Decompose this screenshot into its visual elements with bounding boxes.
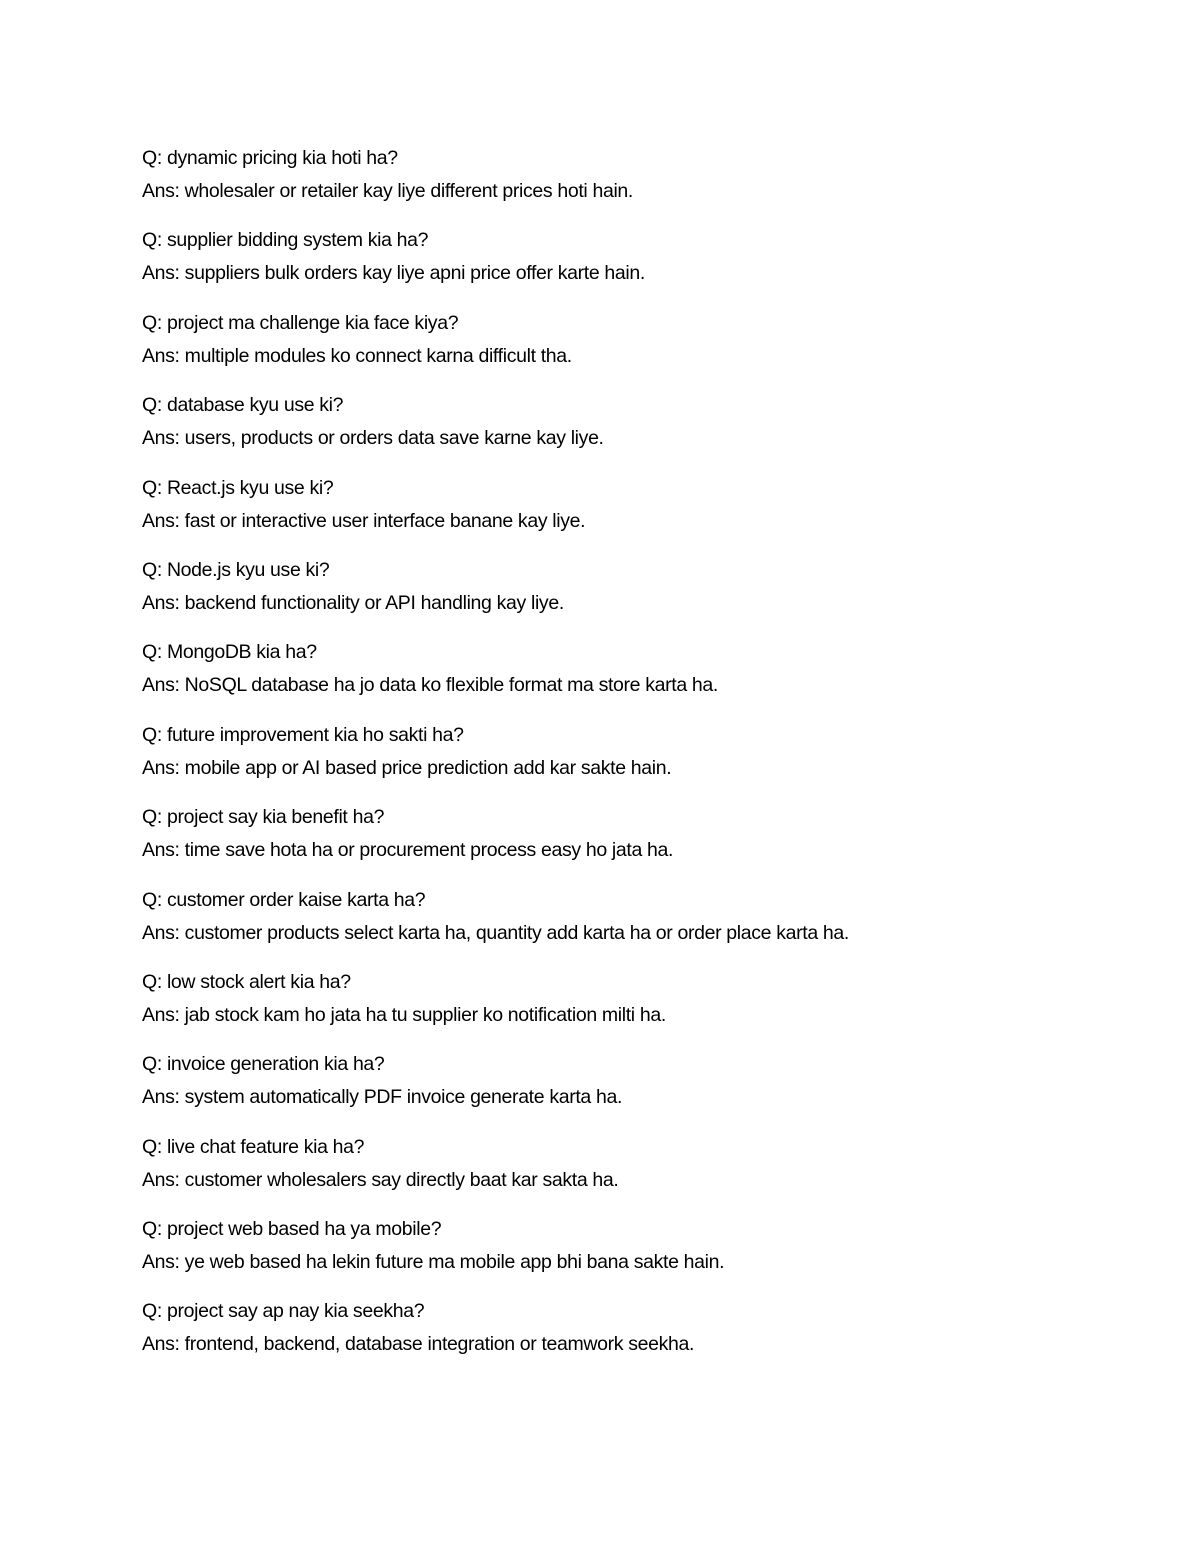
qa-item <box>142 389 1142 471</box>
answer-text: Ans: jab stock kam ho jata ha tu supplier ko notification milti ha. <box>142 1003 666 1026</box>
question-text: Q: invoice generation kia ha? <box>142 1053 385 1076</box>
qa-item <box>142 472 1142 554</box>
qa-item <box>142 1131 1142 1213</box>
answer-text: Ans: multiple modules ko connect karna difficult tha. <box>142 344 572 367</box>
question-text: Q: Node.js kyu use ki? <box>142 558 330 581</box>
question-text: Q: supplier bidding system kia ha? <box>142 229 429 252</box>
qa-item <box>142 1213 1142 1295</box>
question-text: Q: customer order kaise karta ha? <box>142 888 426 911</box>
question-text: Q: project ma challenge kia face kiya? <box>142 311 459 334</box>
question-text: Q: project web based ha ya mobile? <box>142 1218 442 1241</box>
answer-text: Ans: time save hota ha or procurement process easy ho jata ha. <box>142 839 674 862</box>
answer-text: Ans: frontend, backend, database integration or teamwork seekha. <box>142 1333 695 1356</box>
question-text: Q: dynamic pricing kia hoti ha? <box>142 147 398 169</box>
answer-text: Ans: backend functionality or API handling kay liye. <box>142 591 564 614</box>
question-text: Q: database kyu use ki? <box>142 394 344 417</box>
qa-item <box>142 224 1142 306</box>
question-text: Q: project say kia benefit ha? <box>142 806 385 829</box>
question-text: Q: future improvement kia ho sakti ha? <box>142 723 464 746</box>
answer-text: Ans: customer products select karta ha, quantity add karta ha or order place karta ha. <box>142 921 849 944</box>
question-text: Q: MongoDB kia ha? <box>142 641 317 664</box>
answer-text: Ans: customer wholesalers say directly baat kar sakta ha. <box>142 1168 619 1191</box>
answer-text: Ans: mobile app or AI based price prediction add kar sakte hain. <box>142 756 672 779</box>
qa-item <box>142 554 1142 636</box>
question-text: Q: React.js kyu use ki? <box>142 476 334 499</box>
qa-item <box>142 884 1142 966</box>
answer-text: Ans: system automatically PDF invoice generate karta ha. <box>142 1086 623 1109</box>
qa-item <box>142 307 1142 389</box>
answer-text: Ans: suppliers bulk orders kay liye apni price offer karte hain. <box>142 262 645 285</box>
question-text: Q: project say ap nay kia seekha? <box>142 1300 425 1323</box>
answer-text: Ans: users, products or orders data save karne kay liye. <box>142 427 604 450</box>
qa-item <box>142 966 1142 1048</box>
answer-text: Ans: ye web based ha lekin future ma mobile app bhi bana sakte hain. <box>142 1251 725 1274</box>
question-text: Q: live chat feature kia ha? <box>142 1135 365 1158</box>
qa-item <box>142 719 1142 801</box>
answer-text: Ans: NoSQL database ha jo data ko flexible format ma store karta ha. <box>142 674 718 697</box>
answer-text: Ans: wholesaler or retailer kay liye different prices hoti hain. <box>142 180 633 202</box>
question-text: Q: low stock alert kia ha? <box>142 970 351 993</box>
qa-item <box>142 636 1142 718</box>
qa-item <box>142 801 1142 883</box>
answer-text: Ans: fast or interactive user interface banane kay liye. <box>142 509 586 532</box>
qa-item <box>142 1048 1142 1130</box>
qa-item <box>142 142 1142 224</box>
qa-item <box>142 1295 1142 1377</box>
qa-list <box>142 142 1142 1378</box>
